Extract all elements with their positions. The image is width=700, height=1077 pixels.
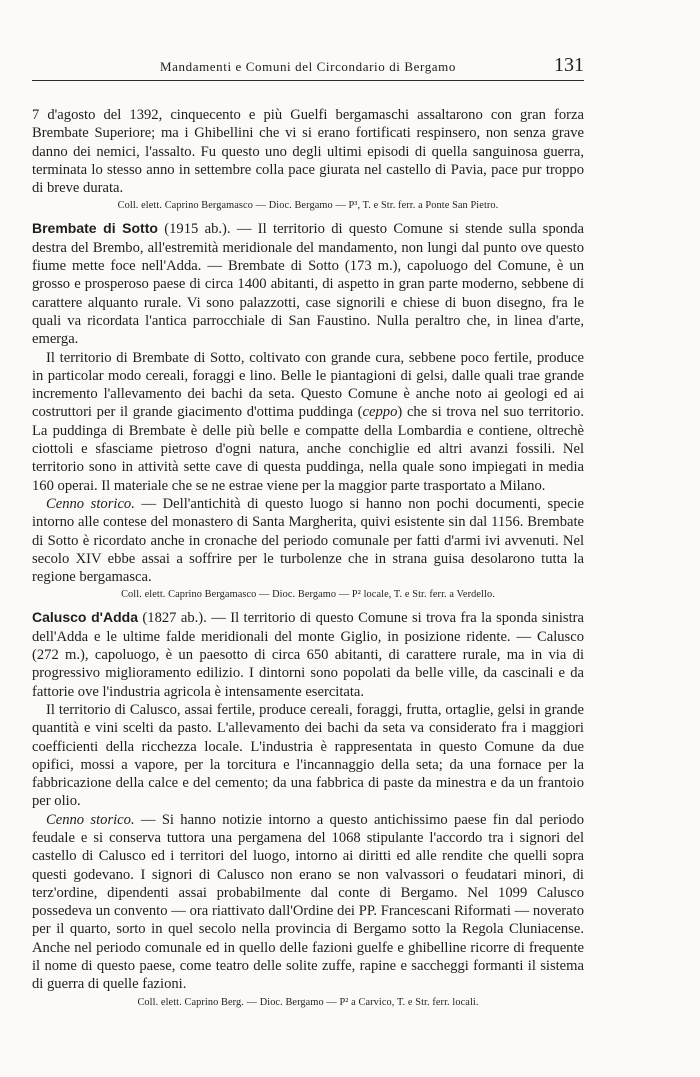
brembate-paragraph-1: [32, 219, 584, 348]
brembate-p2-italic: ceppo: [362, 404, 398, 421]
intro-note: Coll. elett. Caprino Bergamasco — Dioc. Bergamo — P³, T. e Str. ferr. a Ponte San Pietro.: [117, 200, 499, 212]
header-title: Mandamenti e Comuni del Circondario di Bergamo: [160, 59, 456, 74]
brembate-paragraph-2: [32, 349, 584, 495]
brembate-note: Coll. elett. Caprino Bergamasco — Dioc. Bergamo — P² locale, T. e Str. ferr. a Verdello.: [121, 589, 495, 601]
running-header: [32, 52, 584, 81]
brembate-cenno-label: Cenno storico.: [46, 495, 135, 512]
calusco-paragraph-3: [32, 811, 584, 994]
calusco-cenno-label: Cenno storico.: [46, 811, 135, 828]
calusco-note: Coll. elett. Caprino Berg. — Dioc. Bergamo — P² a Carvico, T. e Str. ferr. locali.: [137, 996, 479, 1008]
brembate-paragraph-3: [32, 495, 584, 586]
calusco-paragraph-1: [32, 608, 584, 700]
brembate-p2-before: Il territorio di Brembate di Sotto, coltivato con grande cura, sebbene poco fertile, produce in particolar modo cereali, foraggi e lino. Belle le piantagioni di gelsi, dalle quali trae grande incremento l'allevamento dei bachi da seta. Questo Comune è anche noto ai geologi ed ai costruttori per il grande giacimento d'ottima puddinga (: [32, 349, 584, 421]
calusco-p1-text: (1827 ab.). — Il territorio di questo Comune si trova fra la sponda sinistra dell'Adda e le ultime falde meridionali del monte Giglio, in posizione ridente. — Calusco (272 m.), capoluogo, è un paesotto di circa 650 abitanti, di carattere rurale, ma in via di progressivo miglioramento edilizio. I dintorni sono popolati da belle ville, da cascinali e da fattorie ove l'industria agricola è intensamente esercitata.: [32, 610, 584, 700]
intro-paragraph: 7 d'agosto del 1392, cinquecento e più Guelfi bergamaschi assaltarono con gran forza Brembate Superiore; ma i Ghibellini che vi si erano fortificati respinsero, non senza grave danno dei nemici, l'assalto. Fu questo uno degli ultimi episodi di quella sanguinosa guerra, terminata lo stesso anno in settembre colla pace giurata nel castello di Pavia, pace pur troppo di breve durata.: [32, 107, 584, 197]
brembate-p3-text: — Dell'antichità di questo luogo si hanno non pochi documenti, specie intorno alle contese del monastero di Santa Margherita, quivi esistente sin dal 1156. Brembate di Sotto è ricordato anche in cronache del periodo comunale per fatti d'armi ivi avvenuti. Nel secolo XIV ebbe assai a soffrire per le turbolenze che in strana guisa desolarono tutta la regione bergamasca.: [32, 495, 584, 586]
page-number: 131: [554, 54, 584, 76]
page-body: [32, 106, 584, 1016]
brembate-p1-text: (1915 ab.). — Il territorio di questo Comune si stende sulla sponda destra del Brembo, all'estremità meridionale del mandamento, non lungi dal punto ove questo fiume mette foce nell'Adda. — Brembate di Sotto (173 m.), capoluogo del Comune, è un grosso e prosperoso paese di circa 1400 abitanti, di aspetto in gran parte moderno, sebbene di carattere alquanto rurale. Vi sono palazzotti, case signorili e chiese di buon disegno, fra le quali va ricordata l'antica parrocchiale di San Faustino. Nulla peraltro che, in linea d'arte, emerga.: [32, 221, 584, 348]
brembate-heading: Brembate di Sotto: [32, 220, 158, 237]
brembate-p2-after: ) che si trova nel suo territorio. La puddinga di Brembate è delle più belle e compatte della Lombardia e contiene, oltrechè ciottoli e sfasciame pietroso d'ogni natura, anche conchiglie ed altri avanzi fossili. Nel territorio sono in attività sette cave di questa puddinga, nella quale sono impiegati in media 160 operai. Il materiale che se ne estrae viene per la maggior parte trasportato a Milano.: [32, 404, 585, 494]
calusco-paragraph-2: Il territorio di Calusco, assai fertile, produce cereali, foraggi, frutta, ortaglie, gelsi in grande quantità e vini scelti da pasto. L'allevamento dei bachi da seta va considerato fra i maggiori coefficienti della ricchezza locale. L'industria è rappresentata in questo Comune da due opifici, mossi a vapore, per la torcitura e l'incannaggio della seta; da una fornace per la fabbricazione della calce e del cemento; da una fabbrica di paste da minestra e da un frantoio per olio.: [32, 701, 584, 810]
calusco-p3-text: — Si hanno notizie intorno a questo antichissimo paese fin dal periodo feudale e si conserva tuttora una pergamena del 1068 stipulante l'accordo tra i signori del castello di Calusco ed i territori del luogo, intorno ai diritti ed alle rendite che quelli sopra questi godevano. I signori di Calusco non erano se non valvassori o feudatari minori, di terz'ordine, dipendenti assai probabilmente dal conte di Bergamo. Nel 1099 Calusco possedeva un convento — ora riattivato dall'Ordine dei PP. Francescani Riformati — noverato per il quarto, sorto in quel secolo nella provincia di Bergamo sotto la Regola Cluniacense. Anche nel periodo comunale ed in quello delle fazioni guelfe e ghibelline ricorre di frequente il nome di questo paese, come teatro delle solite zuffe, rapine e saccheggi formanti il sistema di guerra di quelle fazioni.: [32, 811, 584, 993]
calusco-heading: Calusco d'Adda: [32, 609, 138, 626]
